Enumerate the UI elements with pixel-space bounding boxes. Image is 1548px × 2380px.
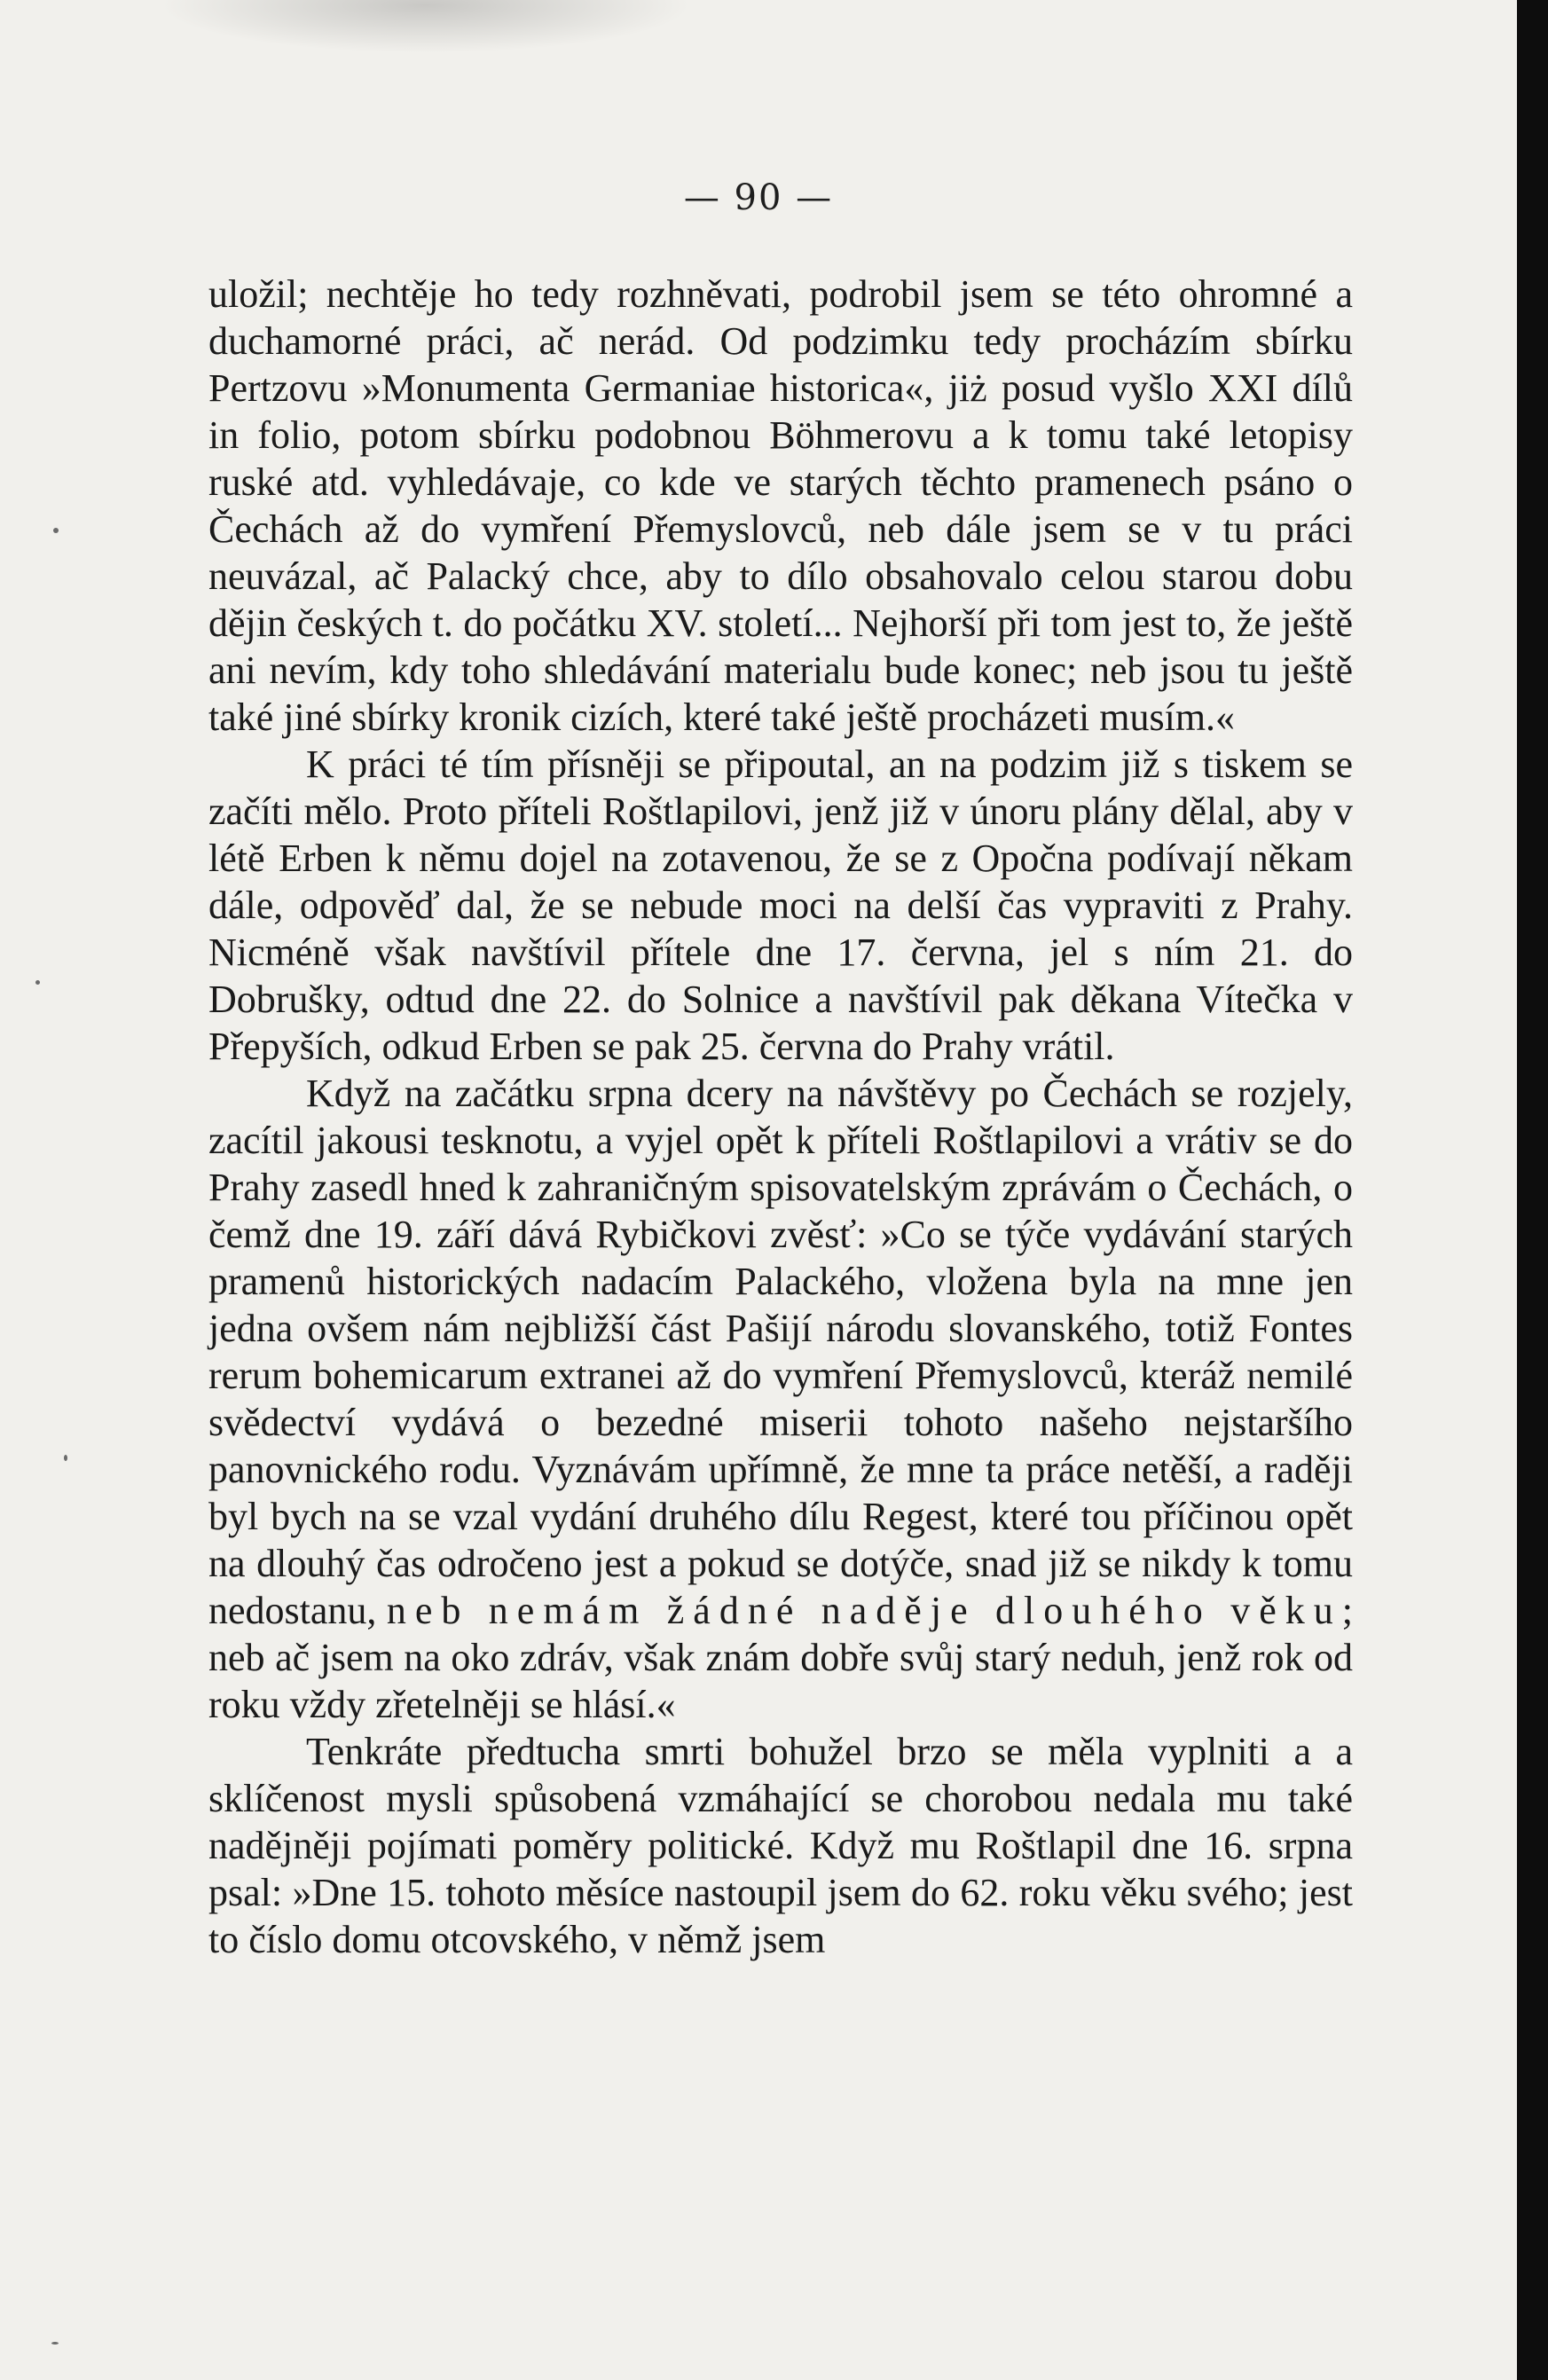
paragraph-3-text-a: Když na začátku srpna dcery na návštěvy po Čechách se rozjely, zacítil jakousi tesknotu, a vyjel opět k příteli Roštlapilovi a vrátiv se do Prahy zasedl hned k zahraničným spisovatelským zprávám o Čechách, o čemž dne 19. září dává Rybičkovi zvěsť: »Co se týče vydávání starých pramenů historických nadacím Palackého, vložena byla na mne jen jedna ovšem nám nejbližší část Pašijí národu slovanského, totiž Fontes rerum bohemicarum extranei až do vymření Přemyslovců, kteráž nemilé svědectví vydává o bezedné miserii tohoto našeho nejstaršího panovnického rodu. Vyznávám upřímně, že mne ta práce netěší, a raději byl bych na se vzal vydání druhého dílu Regest, které tou příčinou opět na dlouhý čas odročeno jest a pokud se dotýče, snad již se nikdy k tomu nedostanu, xyxy=(208,1072,1353,1632)
scan-edge xyxy=(1517,0,1548,2380)
paragraph-4-text: Tenkráte předtucha smrti bohužel brzo se měla vyplniti a a sklíčenost mysli spůsobená vzmáhající se chorobou nedala mu také nadějněji pojímati poměry politické. Když mu Roštlapil dne 16. srpna psal: »Dne 15. tohoto měsíce nastoupil jsem do 62. roku věku svého; jest to číslo domu otcovského, v němž jsem xyxy=(208,1730,1353,1961)
scan-speck xyxy=(51,2342,59,2345)
paragraph-1 xyxy=(208,271,1353,741)
scan-speck xyxy=(64,1455,67,1461)
paragraph-1-text: uložil; nechtěje ho tedy rozhněvati, podrobil jsem se této ohromné a duchamorné práci, ač nerád. Od podzimku tedy procházím sbírku Pertzovu »Monumenta Germaniae historica«, jiż posud vyšlo XXI dílů in folio, potom sbírku podobnou Böhmerovu a k tomu také letopisy ruské atd. vyhledávaje, co kde ve starých těchto pramenech psáno o Čechách až do vymření Přemyslovců, neb dále jsem se v tu práci neuvázal, ač Palacký chce, aby to dílo obsahovalo celou starou dobu dějin českých t. do počátku XV. století... Nejhorší při tom jest to, že ještě ani nevím, kdy toho shledávání materialu bude konec; neb jsou tu ještě také jiné sbírky kronik cizích, které také ještě procházeti musím.« xyxy=(208,272,1353,739)
body-text xyxy=(208,271,1353,1963)
paragraph-2-text: K práci té tím přísněji se připoutal, an na podzim již s tiskem se začíti mělo. Proto příteli Roštlapilovi, jenž již v únoru plány dělal, aby v létě Erben k němu dojel na zotavenou, že se z Opočna podívají někam dále, odpověď dal, že se nebude moci na delší čas vypraviti z Prahy. Nicméně však navštívil přítele dne 17. června, jel s ním 21. do Dobrušky, odtud dne 22. do Solnice a navštívil pak děkana Vítečka v Přepyších, odkud Erben se pak 25. června do Prahy vrátil. xyxy=(208,742,1353,1068)
scan-speck xyxy=(53,528,59,533)
paragraph-4 xyxy=(208,1728,1353,1963)
page-number: — 90 — xyxy=(683,177,834,218)
scan-noise xyxy=(160,0,692,53)
paragraph-3 xyxy=(208,1070,1353,1728)
paragraph-2 xyxy=(208,741,1353,1070)
paragraph-3-emphasis: neb nemám žádné naděje dlouhého věku xyxy=(386,1589,1342,1632)
paragraph-3-text-b: ; neb ač jsem na oko zdráv, však znám dobře svůj starý neduh, jenž rok od roku vždy zřetelněji se hlásí.« xyxy=(208,1589,1353,1726)
scan-speck xyxy=(35,980,40,985)
